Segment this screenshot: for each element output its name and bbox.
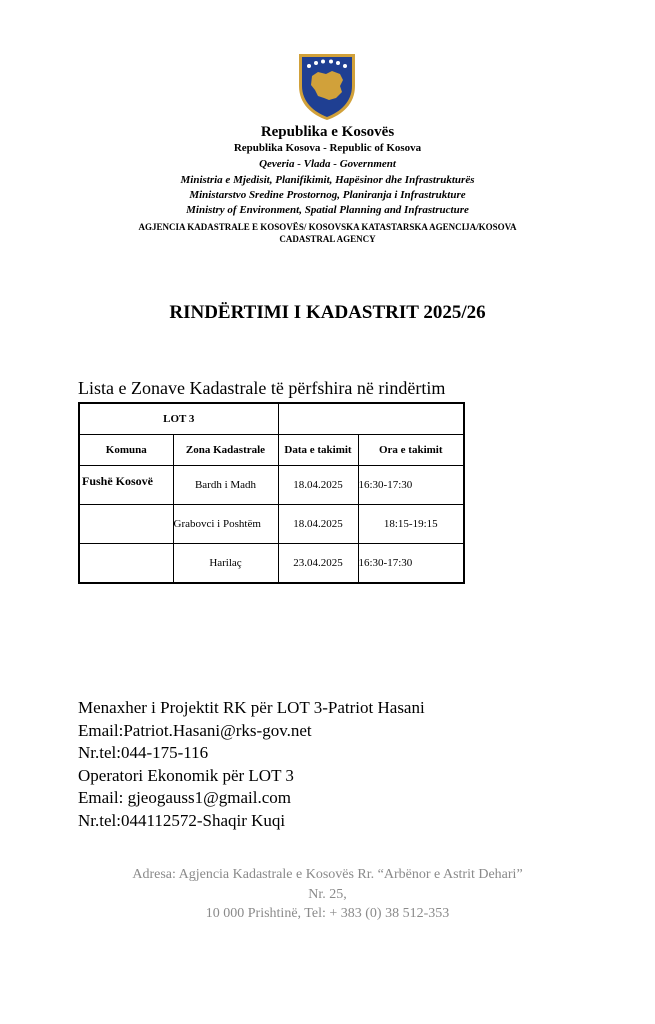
cell-zona: Harilaç	[173, 544, 278, 584]
cell-komuna	[79, 544, 173, 584]
contact-phone-manager: Nr.tel:044-175-116	[78, 743, 209, 763]
footer-address	[0, 865, 655, 924]
header-agency-line1: AGJENCIA KADASTRALE E KOSOVËS/ KOSOVSKA KATASTARSKA AGENCIJA/KOSOVA	[138, 222, 517, 232]
column-header-data: Data e takimit	[278, 435, 358, 466]
cell-komuna	[79, 505, 173, 544]
table-row	[79, 466, 464, 505]
column-header-ora: Ora e takimit	[358, 435, 464, 466]
header-ministry-sr: Ministarstvo Sredine Prostornog, Planiranja i Infrastrukture	[189, 189, 466, 201]
table-row	[79, 505, 464, 544]
document-title: RINDËRTIMI I KADASTRIT 2025/26	[169, 302, 486, 323]
cell-data: 23.04.2025	[278, 544, 358, 584]
contact-info	[78, 697, 425, 833]
header-country: Republika e Kosovës	[260, 124, 395, 140]
contact-phone-operator: Nr.tel:044112572-Shaqir Kuqi	[78, 810, 286, 830]
header-agency-line2: CADASTRAL AGENCY	[279, 234, 376, 244]
contact-operator: Operatori Ekonomik për LOT 3	[78, 765, 294, 785]
cell-zona: Bardh i Madh	[173, 466, 278, 505]
table-header-row	[79, 435, 464, 466]
zones-table	[78, 402, 465, 584]
cell-ora: 16:30-17:30	[358, 466, 464, 505]
footer-line3: 10 000 Prishtinë, Tel: + 383 (0) 38 512-353	[205, 906, 450, 921]
table-empty-cell	[278, 403, 358, 435]
kosovo-emblem-icon	[296, 52, 358, 122]
table-row	[79, 544, 464, 584]
cell-ora: 16:30-17:30	[358, 544, 464, 584]
header-government: Qeveria - Vlada - Government	[259, 158, 396, 170]
table-empty-cell	[358, 403, 464, 435]
contact-email-operator[interactable]: Email: gjeogauss1@gmail.com	[78, 788, 292, 808]
footer-line1: Adresa: Agjencia Kadastrale e Kosovës Rr. “Arbënor e Astrit Dehari”	[132, 867, 523, 882]
header-ministry-sq: Ministria e Mjedisit, Planifikimit, Hapësinor dhe Infrastrukturës	[180, 174, 475, 186]
column-header-zona: Zona Kadastrale	[173, 435, 278, 466]
footer-line2: Nr. 25,	[308, 886, 347, 902]
contact-manager: Menaxher i Projektit RK për LOT 3-Patriot Hasani	[78, 698, 425, 717]
cell-data: 18.04.2025	[278, 505, 358, 544]
lot-label: LOT 3	[79, 403, 278, 435]
cell-data: 18.04.2025	[278, 466, 358, 505]
list-title: Lista e Zonave Kadastrale të përfshira në rindërtim	[78, 378, 446, 398]
column-header-komuna: Komuna	[79, 435, 173, 466]
contact-email-manager[interactable]: Email:Patriot.Hasani@rks-gov.net	[78, 720, 312, 740]
header-ministry-en: Ministry of Environment, Spatial Planning and Infrastructure	[186, 204, 469, 216]
cell-komuna: Fushë Kosovë	[79, 466, 173, 505]
cell-ora: 18:15-19:15	[358, 505, 464, 544]
header-country-alt: Republika Kosova - Republic of Kosova	[233, 142, 422, 154]
cell-zona: Grabovci i Poshtëm	[173, 505, 278, 544]
